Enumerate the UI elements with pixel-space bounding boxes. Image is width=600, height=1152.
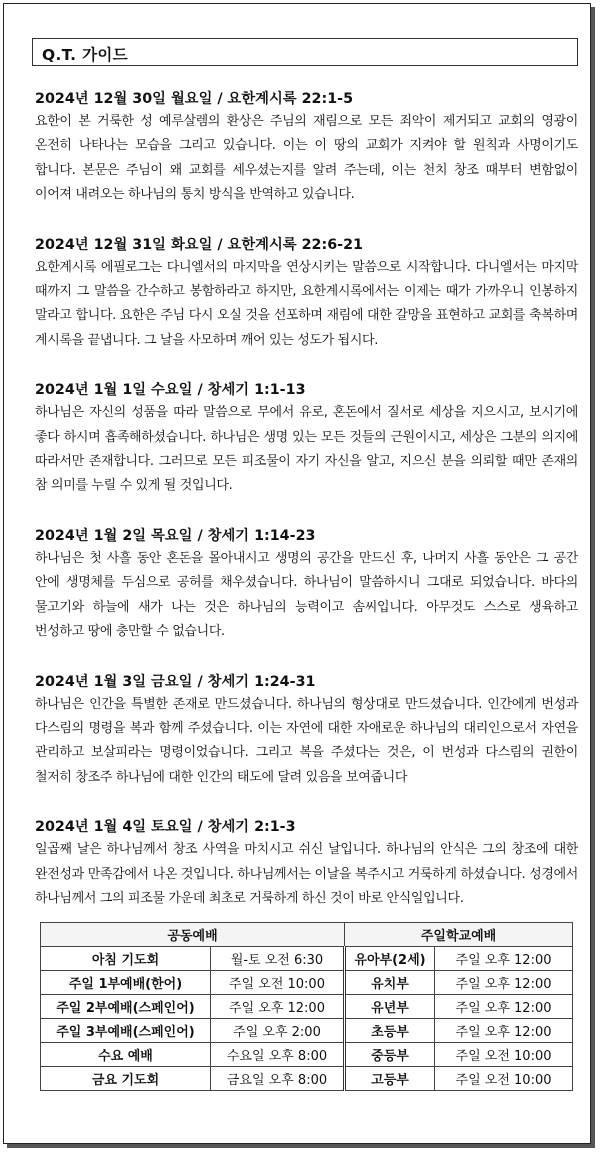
school-dept: 유년부 [345,995,435,1019]
service-time: 주일 오후 12:00 [211,995,345,1019]
service-name: 아침 기도회 [41,947,211,971]
service-time: 주일 오후 2:00 [211,1019,345,1043]
school-dept: 중등부 [345,1043,435,1067]
page-title: Q.T. 가이드 [42,46,128,64]
qt-entry [35,379,578,499]
table-row [41,1067,573,1091]
table-row [41,995,573,1019]
entry-body: 요한계시록 에필로그는 다니엘서의 마지막을 연상시키는 말씀으로 시작합니다. 다니엘서는 마지막 때까지 그 말씀을 간수하고 봉함하라고 하지만, 요한계시록에서는 이제는 때가 가까우니 인봉하지 말라고 합니다. 요한은 주님 다시 오실 것을 선포하며 재림에 대한 갈망을 표현하고 교회를 축복하며 계시록을 끝냅니다. 그 날을 사모하며 깨어 있는 성도가 됩시다. [35,259,578,348]
school-time: 주일 오전 10:00 [435,1067,573,1091]
entry-heading: 2024년 12월 31일 화요일 / 요한계시록 22:6-21 [35,236,363,253]
header-sunday-school: 주일학교예배 [345,923,573,947]
table-row [41,947,573,971]
service-name: 금요 기도회 [41,1067,211,1091]
schedule-header-row [41,923,573,947]
school-dept: 고등부 [345,1067,435,1091]
service-name: 주일 3부예배(스페인어) [41,1019,211,1043]
school-time: 주일 오후 12:00 [435,1019,573,1043]
service-name: 수요 예배 [41,1043,211,1067]
school-time: 주일 오후 12:00 [435,971,573,995]
table-row [41,971,573,995]
service-time: 월-토 오전 6:30 [211,947,345,971]
entry-heading: 2024년 1월 4일 토요일 / 창세기 2:1-3 [35,819,296,836]
worship-schedule [40,922,572,1091]
qt-entry [35,671,578,791]
school-time: 주일 오후 12:00 [435,995,573,1019]
schedule-table [40,922,573,1091]
qt-entry [35,816,578,911]
service-name: 주일 1부예배(한어) [41,971,211,995]
qt-entries [35,88,578,937]
entry-heading: 2024년 1월 1일 수요일 / 창세기 1:1-13 [35,382,306,399]
entry-body: 하나님은 인간을 특별한 존재로 만드셨습니다. 하나님의 형상대로 만드셨습니다. 인간에게 번성과 다스림의 명령을 복과 함께 주셨습니다. 이는 자연에 대한 자애로운 하나님의 대리인으로서 자연을 관리하고 보살피라는 명령이었습니다. 그리고 복을 주셨다는 것은, 이 번성과 다스림의 권한이 철저히 창조주 하나님에 대한 인간의 태도에 달려 있음을 보여줍니다 [35,696,578,785]
school-dept: 초등부 [345,1019,435,1043]
school-time: 주일 오전 10:00 [435,1043,573,1067]
entry-heading: 2024년 12월 30일 월요일 / 요한계시록 22:1-5 [35,91,354,107]
school-time: 주일 오후 12:00 [435,947,573,971]
service-time: 주일 오전 10:00 [211,971,345,995]
entry-body: 하나님은 첫 사흘 동안 혼돈을 몰아내시고 생명의 공간을 만드신 후, 나머지 사흘 동안은 그 공간 안에 생명체를 두심으로 공허를 채우셨습니다. 하나님이 말씀하시니 그대로 되었습니다. 바다의 물고기와 하늘에 새가 나는 것은 하나님의 능력이고 솜씨입니다. 아무것도 스스로 생육하고 번성하고 땅에 충만할 수 없습니다. [35,550,578,640]
qt-entry [35,234,578,354]
service-name: 주일 2부예배(스페인어) [41,995,211,1019]
school-dept: 유치부 [345,971,435,995]
qt-entry [35,525,578,645]
entry-heading: 2024년 1월 2일 목요일 / 창세기 1:14-23 [35,527,316,544]
bulletin-page [3,3,591,1144]
entry-heading: 2024년 1월 3일 금요일 / 창세기 1:24-31 [35,673,316,690]
table-row [41,1043,573,1067]
entry-body: 하나님은 자신의 성품을 따라 말씀으로 무에서 유로, 혼돈에서 질서로 세상을 지으시고, 보시기에 좋다 하시며 흡족해하셨습니다. 하나님은 생명 있는 모든 것들의 근원이시고, 세상은 그분의 의지에 따라서만 존재합니다. 그러므로 모든 피조물이 자기 자신을 알고, 지으신 분을 의뢰할 때만 존재의 참 의미를 누릴 수 있게 될 것입니다. [35,405,578,494]
entry-body: 일곱째 날은 하나님께서 창조 사역을 마치시고 쉬신 날입니다. 하나님의 안식은 그의 창조에 대한 완전성과 만족감에서 나온 것입니다. 하나님께서는 이날을 복주시고 거룩하게 하셨습니다. 성경에서 하나님께서 그의 피조물 가운데 최초로 거룩하게 하신 것이 바로 안식일입니다. [35,842,578,906]
header-public-worship: 공동예배 [41,923,345,947]
service-time: 금요일 오후 8:00 [211,1067,345,1091]
section-title-box [32,38,578,66]
service-time: 수요일 오후 8:00 [211,1043,345,1067]
school-dept: 유아부(2세) [345,947,435,971]
qt-entry [35,88,578,208]
table-row [41,1019,573,1043]
entry-body: 요한이 본 거룩한 성 예루살렘의 환상은 주님의 재림으로 모든 죄악이 제거되고 교회의 영광이 온전히 나타나는 모습을 그리고 있습니다. 이는 이 땅의 교회가 지켜야 할 원칙과 사명이기도 합니다. 본문은 주님이 왜 교회를 세우셨는지를 알려 주는데, 이는 천치 창조 때부터 변함없이 이어져 내려오는 하나님의 통치 방식을 반역하고 있습니다. [35,114,578,203]
